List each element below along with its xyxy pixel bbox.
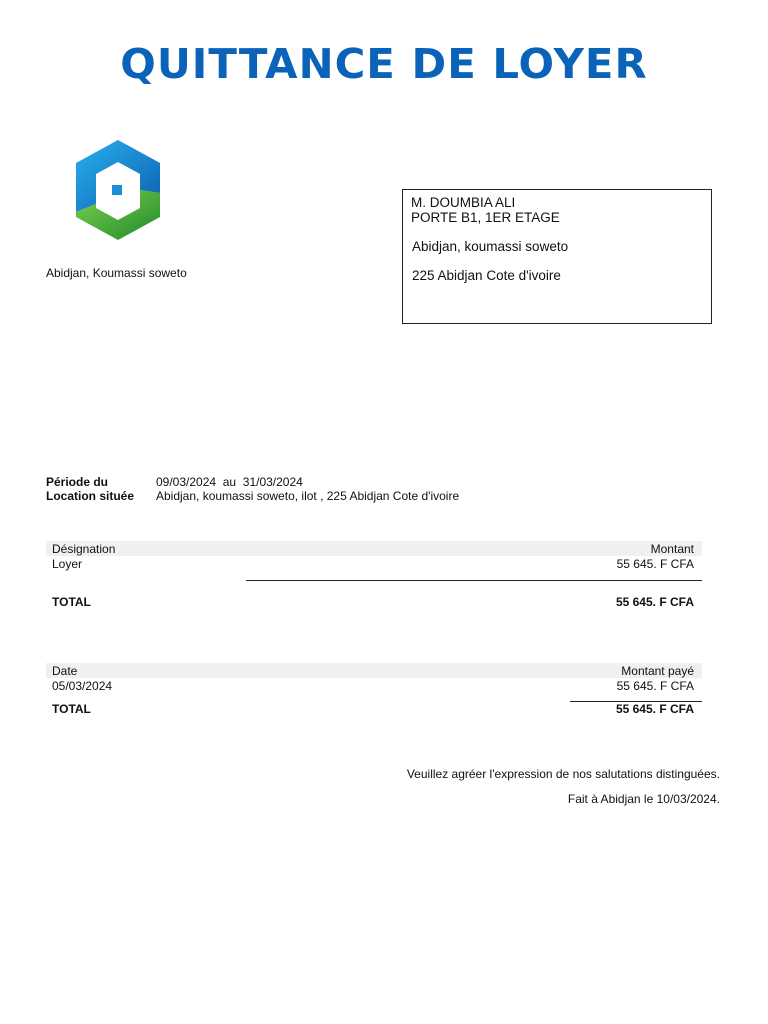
house-logo-icon — [68, 138, 168, 242]
landlord-address: Abidjan, Koumassi soweto — [46, 266, 187, 280]
total-value: 55 645. F CFA — [615, 595, 694, 609]
charges-table — [46, 541, 702, 609]
payment-date: 05/03/2024 — [52, 679, 113, 693]
payments-header — [46, 663, 702, 678]
table-row — [46, 678, 702, 693]
tenant-name: M. DOUMBIA ALI — [411, 195, 516, 210]
row-designation: Loyer — [52, 557, 83, 571]
salutation-text: Veuillez agréer l'expression de nos salutations distinguées. — [406, 767, 720, 781]
tenant-address-line: PORTE B1, 1ER ETAGE — [411, 210, 560, 225]
row-amount: 55 645. F CFA — [616, 557, 694, 571]
charges-header — [46, 541, 702, 556]
location-label: Location située — [46, 489, 135, 503]
total-label: TOTAL — [52, 702, 91, 716]
payment-amount: 55 645. F CFA — [616, 679, 694, 693]
table-row — [46, 556, 702, 571]
charges-total — [46, 595, 702, 610]
location-value: Abidjan, koumassi soweto, ilot , 225 Abidjan Cote d'ivoire — [156, 489, 460, 503]
amount-header: Montant — [650, 542, 694, 556]
period-dates: 09/03/2024 au 31/03/2024 — [156, 475, 303, 489]
total-label: TOTAL — [52, 595, 91, 609]
document-title: QUITTANCE DE LOYER — [120, 40, 648, 88]
payments-table — [46, 663, 702, 716]
period-label: Période du — [46, 475, 109, 489]
date-header: Date — [52, 664, 78, 678]
tenant-city: Abidjan, koumassi soweto — [412, 239, 569, 254]
total-divider — [246, 580, 702, 581]
tenant-country: 225 Abidjan Cote d'ivoire — [412, 268, 561, 283]
payments-total — [46, 702, 702, 717]
tenant-address-box — [402, 189, 712, 324]
total-value: 55 645. F CFA — [615, 702, 694, 716]
designation-header: Désignation — [52, 542, 116, 556]
signature-line: Fait à Abidjan le 10/03/2024. — [567, 792, 720, 806]
amount-paid-header: Montant payé — [621, 664, 694, 678]
